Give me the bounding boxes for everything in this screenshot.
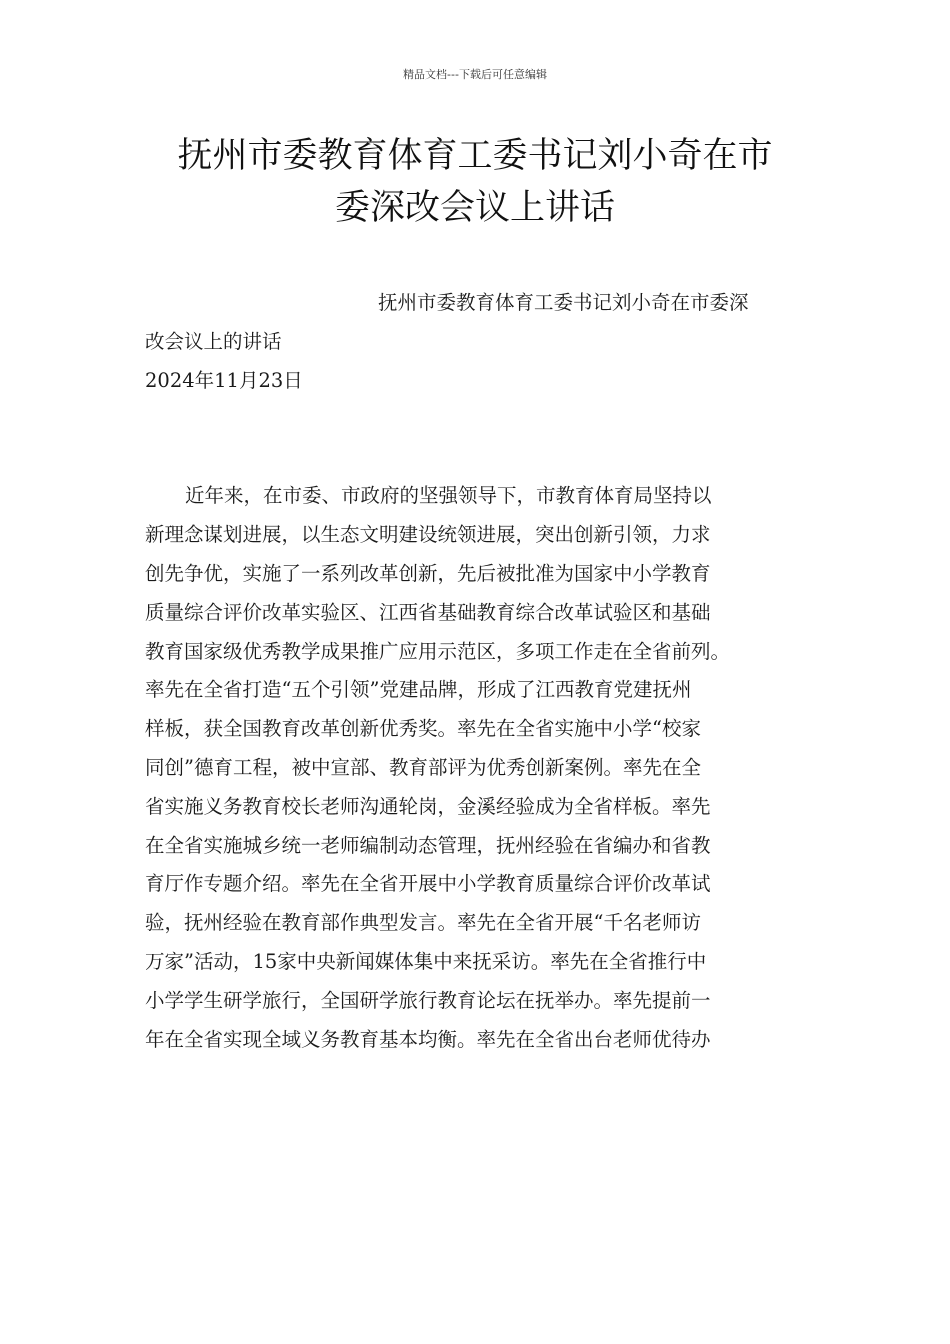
paragraph-line: 率先在全省打造“五个引领”党建品牌，形成了江西教育党建抚州 bbox=[145, 678, 692, 702]
paragraph-line: 质量综合评价改革实验区、江西省基础教育综合改革试验区和基础 bbox=[145, 600, 711, 624]
paragraph-line: 在全省实施城乡统一老师编制动态管理，抚州经验在省编办和省教 bbox=[145, 833, 711, 857]
paragraph-line: 年在全省实现全域义务教育基本均衡。率先在全省出台老师优待办 bbox=[145, 1027, 711, 1051]
document-date: 2024年11月23日 bbox=[145, 368, 303, 392]
page-header: 精品文档---下载后可任意编辑 bbox=[403, 68, 547, 81]
paragraph-line: 新理念谋划进展，以生态文明建设统领进展，突出创新引领，力求 bbox=[145, 523, 711, 547]
body-paragraph bbox=[145, 477, 823, 1059]
spacer bbox=[145, 400, 823, 477]
title-line-1: 抚州市委教育体育工委书记刘小奇在市 bbox=[177, 136, 773, 176]
paragraph-line: 小学学生研学旅行，全国研学旅行教育论坛在抚举办。率先提前一 bbox=[145, 988, 711, 1012]
paragraph-line: 同创”德育工程，被中宣部、教育部评为优秀创新案例。率先在全 bbox=[145, 755, 701, 779]
paragraph-line: 创先争优，实施了一系列改革创新，先后被批准为国家中小学教育 bbox=[145, 561, 711, 585]
subtitle-line-2: 改会议上的讲话 bbox=[145, 329, 282, 353]
subtitle-line-1: 抚州市委教育体育工委书记刘小奇在市委深 bbox=[378, 291, 749, 314]
paragraph-line: 样板，获全国教育改革创新优秀奖。率先在全省实施中小学“校家 bbox=[145, 717, 701, 741]
paragraph-line: 近年来，在市委、市政府的坚强领导下，市教育体育局坚持以 bbox=[185, 484, 712, 508]
paragraph-line: 验，抚州经验在教育部作典型发言。率先在全省开展“千名老师访 bbox=[145, 911, 701, 935]
paragraph-line: 教育国家级优秀教学成果推广应用示范区，多项工作走在全省前列。 bbox=[145, 639, 731, 663]
title-line-2: 委深改会议上讲话 bbox=[334, 188, 615, 228]
paragraph-line: 育厅作专题介绍。率先在全省开展中小学教育质量综合评价改革试 bbox=[145, 872, 711, 896]
paragraph-line: 省实施义务教育校长老师沟通轮岗，金溪经验成为全省样板。率先 bbox=[145, 794, 711, 818]
paragraph-line: 万家”活动，15家中央新闻媒体集中来抚采访。率先在全省推行中 bbox=[145, 949, 707, 973]
document-body bbox=[145, 284, 823, 1059]
document-title bbox=[120, 130, 830, 234]
